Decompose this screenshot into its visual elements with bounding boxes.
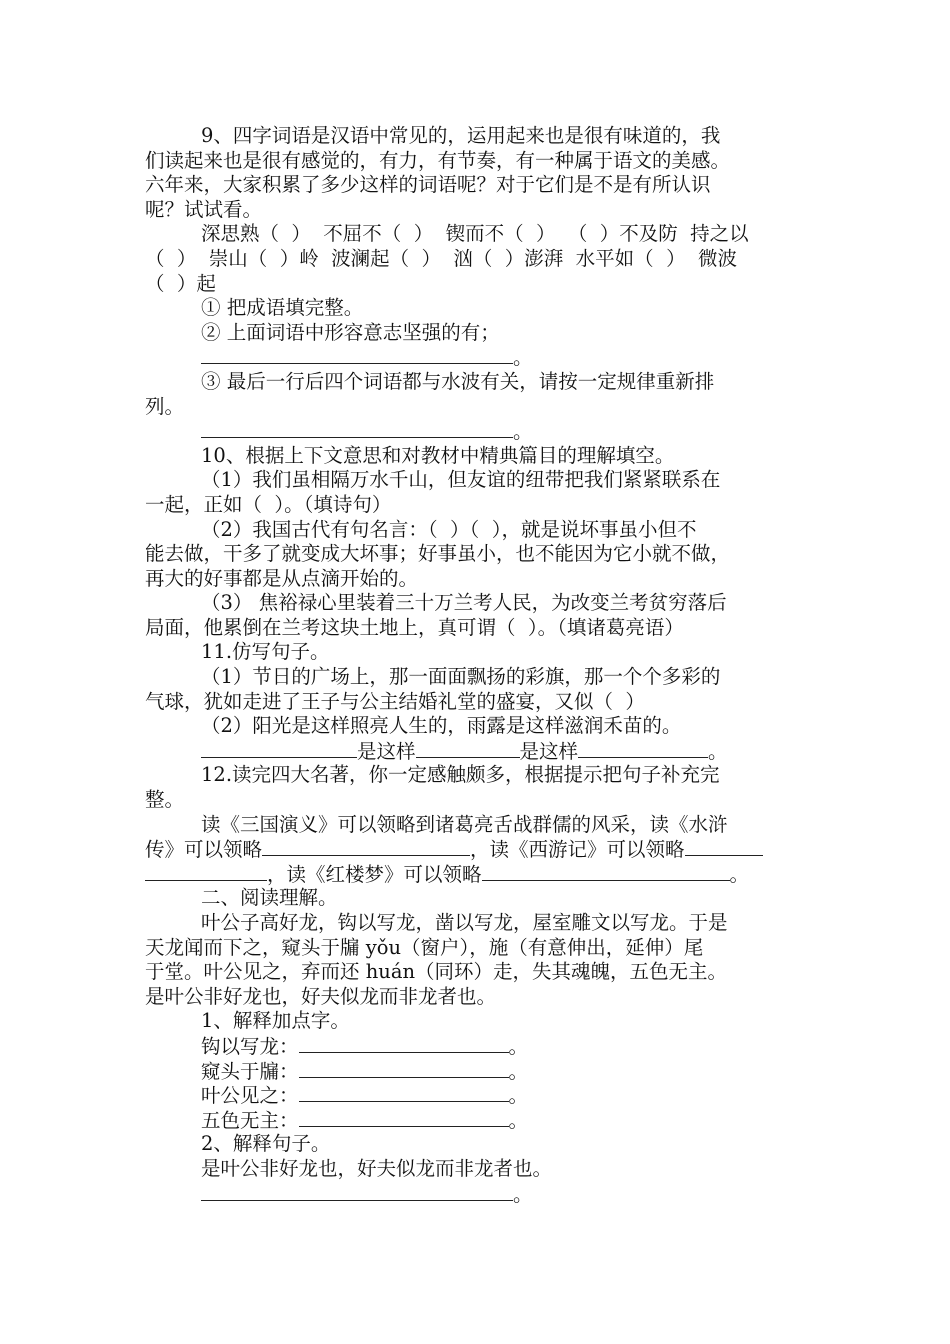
q10-item-2-line-2: 能去做，干多了就变成大坏事；好事虽小，也不能因为它小就不做， <box>145 542 731 566</box>
q10-item-1-line-1: （1）我们虽相隔万水千山，但友谊的纽带把我们紧紧联系在 <box>201 468 721 492</box>
q11-item-1-line-1: （1）节日的广场上，那一面面飘扬的彩旗，那一个个多彩的 <box>201 665 721 689</box>
q9-task-3-answer-line: 。 <box>145 419 810 444</box>
reading-q1-title: 1、解释加点字。 <box>201 1009 350 1033</box>
answer-blank[interactable] <box>299 1083 509 1102</box>
reading-q2-answer-line: 。 <box>145 1182 810 1207</box>
answer-blank[interactable] <box>685 837 763 856</box>
q10-item-3-line-2: 局面，他累倒在兰考这块土地上，真可谓（ ）。（填诸葛亮语） <box>145 615 684 639</box>
passage-line-1: 叶公子高好龙，钩以写龙，凿以写龙，屋室雕文以写龙。于是 <box>201 911 728 934</box>
q10-item-2-line-3: 再大的好事都是从点滴开始的。 <box>145 566 419 590</box>
answer-blank[interactable] <box>201 739 357 758</box>
q11-item-2-answer-line: 是这样 是这样 。 <box>145 739 810 764</box>
answer-blank[interactable] <box>299 1059 509 1078</box>
q10-title: 10、根据上下文意思和对教材中精典篇目的理解填空。 <box>201 443 675 467</box>
q11-item-1-line-2: 气球，犹如走进了王子与公主结婚礼堂的盛宴，又似（ ） <box>145 689 645 713</box>
answer-blank[interactable] <box>201 419 513 438</box>
q9-intro-line-1: 9、四字词语是汉语中常见的，运用起来也是很有味道的，我 <box>201 124 721 147</box>
answer-blank[interactable] <box>262 837 470 856</box>
term-row: 窥头于牖： 。 <box>201 1059 529 1083</box>
q10-item-3-line-1: （3） 焦裕禄心里装着三十万兰考人民，为改变兰考贫穷落后 <box>201 591 727 615</box>
q9-idioms-line-1: 深思熟（ ） 不屈不（ ） 锲而不（ ） （ ）不及防 持之以 <box>201 222 749 246</box>
q9-task-2-answer-line: 。 <box>145 345 810 370</box>
answer-blank[interactable] <box>299 1108 509 1127</box>
answer-blank[interactable] <box>482 862 730 881</box>
q9-task-3-line-1: ③ 最后一行后四个词语都与水波有关，请按一定规律重新排 <box>201 369 715 393</box>
term-row: 五色无主： 。 <box>201 1108 529 1132</box>
q10-item-2-line-1: （2）我国古代有句名言：（ ）（ ），就是说坏事虽小但不 <box>201 517 697 541</box>
q9-task-1: ① 把成语填完整。 <box>201 296 364 320</box>
passage-line-2: 天龙闻而下之，窥头于牖 yǒu（窗户），施（有意伸出，延伸）尾 <box>145 935 704 959</box>
term-row: 钩以写龙： 。 <box>201 1034 529 1058</box>
q9-intro-line-4: 呢？试试看。 <box>145 197 263 221</box>
term-row: 叶公见之： 。 <box>201 1084 529 1108</box>
q9-task-2: ② 上面词语中形容意志坚强的有； <box>201 320 500 344</box>
q9-intro-line-3: 六年来，大家积累了多少这样的词语呢？对于它们是不是有所认识 <box>145 173 711 197</box>
q9-task-3-line-2: 列。 <box>145 394 185 418</box>
answer-blank[interactable] <box>299 1034 509 1053</box>
answer-blank[interactable] <box>578 739 708 758</box>
reading-q2-title: 2、解释句子。 <box>201 1132 331 1156</box>
answer-blank[interactable] <box>201 1182 513 1201</box>
q12-line-3: ，读《红楼梦》可以领略 。 <box>145 862 810 887</box>
q12-title-line-2: 整。 <box>145 788 185 812</box>
q9-idioms-line-3: （ ）起 <box>145 271 216 295</box>
q12-line-1: 读《三国演义》可以领略到诸葛亮舌战群儒的风采，读《水浒 <box>201 812 728 836</box>
q9-intro-line-2: 们读起来也是很有感觉的，有力，有节奏，有一种属于语文的美感。 <box>145 148 731 172</box>
q12-title-line-1: 12.读完四大名著，你一定感触颇多，根据提示把句子补充完 <box>201 763 720 787</box>
worksheet-page <box>145 124 810 1206</box>
answer-blank[interactable] <box>201 345 513 364</box>
q11-item-2: （2）阳光是这样照亮人生的，雨露是这样滋润禾苗的。 <box>201 714 682 738</box>
section-title-reading: 二、阅读理解。 <box>201 886 338 910</box>
passage-line-3: 于堂。叶公见之，弃而还 huán（同环）走，失其魂魄，五色无主。 <box>145 960 728 984</box>
q9-idioms-line-2: （ ） 崇山（ ）岭 波澜起（ ） 汹（ ）澎湃 水平如（ ） 微波 <box>145 246 737 270</box>
q10-item-1-line-2: 一起，正如（ ）。（填诗句） <box>145 492 392 516</box>
answer-blank[interactable] <box>145 862 267 881</box>
q11-title: 11.仿写句子。 <box>201 640 330 664</box>
answer-blank[interactable] <box>416 739 520 758</box>
q12-line-2: 传》可以领略 ，读《西游记》可以领略 <box>145 837 810 862</box>
passage-line-4: 是叶公非好龙也，好夫似龙而非龙者也。 <box>145 984 497 1008</box>
reading-q2-sentence: 是叶公非好龙也，好夫似龙而非龙者也。 <box>201 1156 553 1180</box>
